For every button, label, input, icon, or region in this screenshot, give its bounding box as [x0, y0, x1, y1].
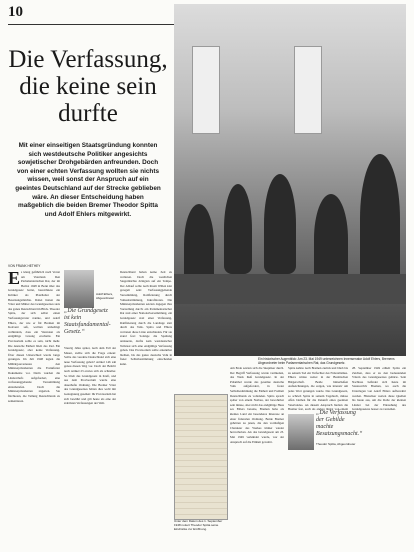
photo-figure [264, 174, 296, 274]
body-column-3 [230, 366, 284, 546]
body-text-1: s klang gefährlich nach Verrat am Vaterland. Den Parlamentarischen Rat, der im Herbst 1948 in Bonn über das Grundgesetz beriet, bezeichnete ein Kritiker als Platzhalter der Besatzungsmächte. Dabei hatten die Väter und Mütter des Grundgesetzes stets das ganze Deutschland im Blick. Theodor Spitta, der sich selbst einen Verfassungsvater nannte, und Adolf Ehlers, der wie er für Bremen im Konvent saß, wollten unbedingt verhindern, dass ein Weststaat als endgültige Lösung erscheint. Ein Provisorium sollte es sein, nicht mehr. Die deutsche Einheit blieb das Ziel. Ein Grundgesetz, aber keine Verfassung. Über diesen Unterschied wurde lange gerungen. Im Juli 1948 legten die Militärgouverneure den Ministerpräsidenten die Frankfurter Dokumente vor. Darin wurden die Länderchefs aufgefordert, eine verfassunggebende Versammlung einzuberufen. Doch die Ministerpräsidenten zögerten. Sie fürchteten, die Teilung Deutschlands zu zementieren. [8, 270, 60, 403]
body-column-2 [120, 270, 172, 544]
photo-caption: Ein historischer Augenblick: Am 23. Mai 1949 unterzeichnen Innensenator Adolf Ehlers, Bremens Abgeordneter beim Parlamentarischen Rat, das Grundgesetz. [258, 357, 395, 366]
pull-quote-1-source: Adolf Ehlers, Abgeordneter [96, 292, 115, 300]
pull-quote-1: „Die Grundgesetz ist kein Staatsfundamental-Gesetz.“ [64, 308, 111, 335]
pull-quote-2-source: Theodor Spitta, Abgeordneter [316, 442, 356, 446]
body-text-4: Spitta kehrte nach Bremen zurück und blieb bis zu seinem Tod ein Verfechter des Föderalismus. Ehlers wirkte weiter in der Bremischen Bürgerschaft. Beide hinterließen Aufzeichnungen, die zeigen, wie intensiv um jedes Wort gerungen wurde. Das Grundgesetz, so schrieb Spitta in seinem Tagebuch, müsse offen bleiben für die Zukunft eines geeinten Vaterlandes. An diesem Anspruch hielten die Bremer fest, auch als andere längst von einem [288, 366, 348, 412]
photo-window-right [294, 46, 322, 134]
photo-figure [360, 154, 400, 284]
author-byline: VON FRANK HETHEY [8, 264, 41, 268]
body-column-5 [352, 366, 406, 546]
photo-figure [314, 194, 348, 284]
lead-paragraph: Mit einer einseitigen Staatsgründung konnten sich westdeutsche Politiker angesichts sowjetischer Drohgebärden anfreunden. Doch von einer echten Verfassung wollten sie nichts wissen, weil sonst der Anspruch auf ein geeintes Deutschland auf der Strecke geblieben wäre. An dieser Entscheidung haben maßgeblich die beiden Bremer Theodor Spitta und Adolf Ehlers mitgewirkt. [15, 142, 161, 218]
pull-quote-2: „Die Verfassung der Gebilde machte Besatzungsmacht.“ [316, 410, 363, 437]
body-column-2-lower [64, 346, 116, 544]
body-column-1 [8, 270, 60, 544]
document-caption: Unter dem Datum des 1. September 1948 notiert Theodor Spitta seine Eindrücke zur Eröffnung. [174, 519, 223, 531]
headline: Die Verfassung, die keine sein durfte [8, 46, 168, 127]
body-column-4-upper [288, 366, 348, 412]
ehlers-portrait-photo [64, 270, 94, 308]
photo-table [174, 274, 406, 304]
handwritten-document-image [174, 394, 228, 520]
photo-window-left [192, 46, 220, 134]
photo-figure [184, 204, 214, 284]
body-text-3: Am Ende setzten sich die Skeptiker durch. Der Begriff Verfassung wurde vermieden, das Werk hieß Grundgesetz. In der Präambel wurde das gesamte deutsche Volk aufgefordert, in freier Selbstbestimmung die Einheit und Freiheit Deutschlands zu vollenden. Spitta sprach später von einem Notbau, der bewohnbar sein müsse, aber nicht das endgültige Haus sei. Ehlers betonte, Bremen habe als kleines Land ein besonderes Interesse an einer föderalen Ordnung. Beide Bremer gehörten zu jenen, die den vorläufigen Charakter des Werkes immer wieder hervorhoben. Als das Grundgesetz am 23. Mai 1949 verkündet wurde, war der Anspruch auf die Einheit gewahrt. [230, 366, 284, 444]
drop-cap: E [8, 270, 21, 288]
body-text-5: 28. September 1949 erhielt Spitta ein Zeichen, dass er zu den bedeutenden Vätern des Grundgesetzes gehörte. Sein Nachlass befindet sich heute im Staatsarchiv Bremen, wo auch die Unterlagen von Adolf Ehlers aufbewahrt werden. Historiker werten diese Quellen bis heute aus, um die Rolle der kleinen Länder bei der Entstehung des Grundgesetzes besser zu verstehen. [352, 366, 406, 412]
page-number: 10 [8, 4, 23, 20]
photo-figure [224, 184, 252, 274]
signing-ceremony-photo [174, 4, 406, 356]
body-text-2a: Vierzig Jahre später, nach dem Fall der Mauer, stellte sich die Frage erneut: Sollte das vereinte Deutschland sich eine neue Verfassung geben? Artikel 146 sah genau diesen Weg vor. Doch der Beitritt nach Artikel 23 erwies sich als schneller. So blieb das Grundgesetz in Kraft, und aus dem Provisorium wurde eine dauerhafte Ordnung. Die Bremer Väter des Grundgesetzes hätten dies wohl mit Genugtuung gesehen: Ihr Provisorium hat sich bewährt und gilt heute als eine der stabilsten Verfassungen der Welt. [64, 346, 116, 406]
spitta-portrait-photo [288, 414, 314, 450]
body-text-2: Deutschland haben keine Zeit zu verlieren. Doch die westlichen Siegermächte drängten auf ein Tempo. Der Ablauf sollte nach ihrem Willen klar geregelt sein: Verfassunggebende Versammlung, Ratifizierung durch Volksabstimmung, Inkrafttreten. Die Ministerpräsidenten setzten dagegen ihre Vorstellung durch: ein Parlamentarischer Rat statt einer Nationalversammlung, ein Grundgesetz statt einer Verfassung, Ratifizierung durch die Landtage statt durch das Volk. Spitta und Ehlers vertraten diese Linie entschieden. Für sie stand fest: Solange die Spaltung andauerte, durfte kein westdeutscher Teilstaat sich eine endgültige Verfassung geben. Das Provisorium sollte erkennbar bleiben, bis das ganze deutsche Volk in freier Selbstbestimmung entscheiden kann. [120, 270, 172, 366]
